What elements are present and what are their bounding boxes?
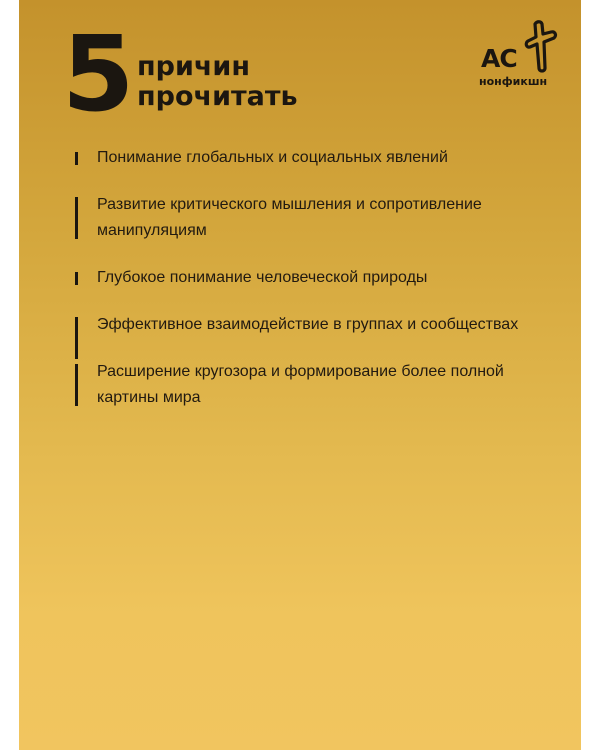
reason-text: Развитие критического мышления и сопротивление манипуляциям	[97, 196, 482, 239]
list-item	[75, 359, 535, 411]
bullet-bar	[75, 152, 78, 165]
heading	[137, 52, 298, 112]
reason-text: Эффективное взаимодействие в группах и сообществах	[97, 316, 519, 333]
bullet-bar	[75, 197, 78, 239]
heading-line-2: прочитать	[137, 81, 298, 112]
reason-text: Глубокое понимание человеческой природы	[97, 269, 428, 286]
reasons-list	[75, 145, 535, 411]
heading-line-1: причин	[137, 51, 251, 82]
reason-text: Расширение кругозора и формирование более полной картины мира	[97, 363, 504, 406]
logo-text-top: АС	[481, 44, 517, 73]
promo-card	[19, 0, 581, 750]
logo-text-bottom: нонфикшн	[479, 75, 548, 88]
list-item	[75, 145, 535, 171]
reason-count: 5	[62, 13, 133, 135]
list-item	[75, 192, 535, 244]
publisher-logo	[479, 20, 561, 96]
bullet-bar	[75, 317, 78, 359]
bullet-bar	[75, 364, 78, 406]
list-item	[75, 265, 535, 291]
reason-text: Понимание глобальных и социальных явлений	[97, 149, 448, 166]
list-item	[75, 312, 535, 338]
bullet-bar	[75, 272, 78, 285]
